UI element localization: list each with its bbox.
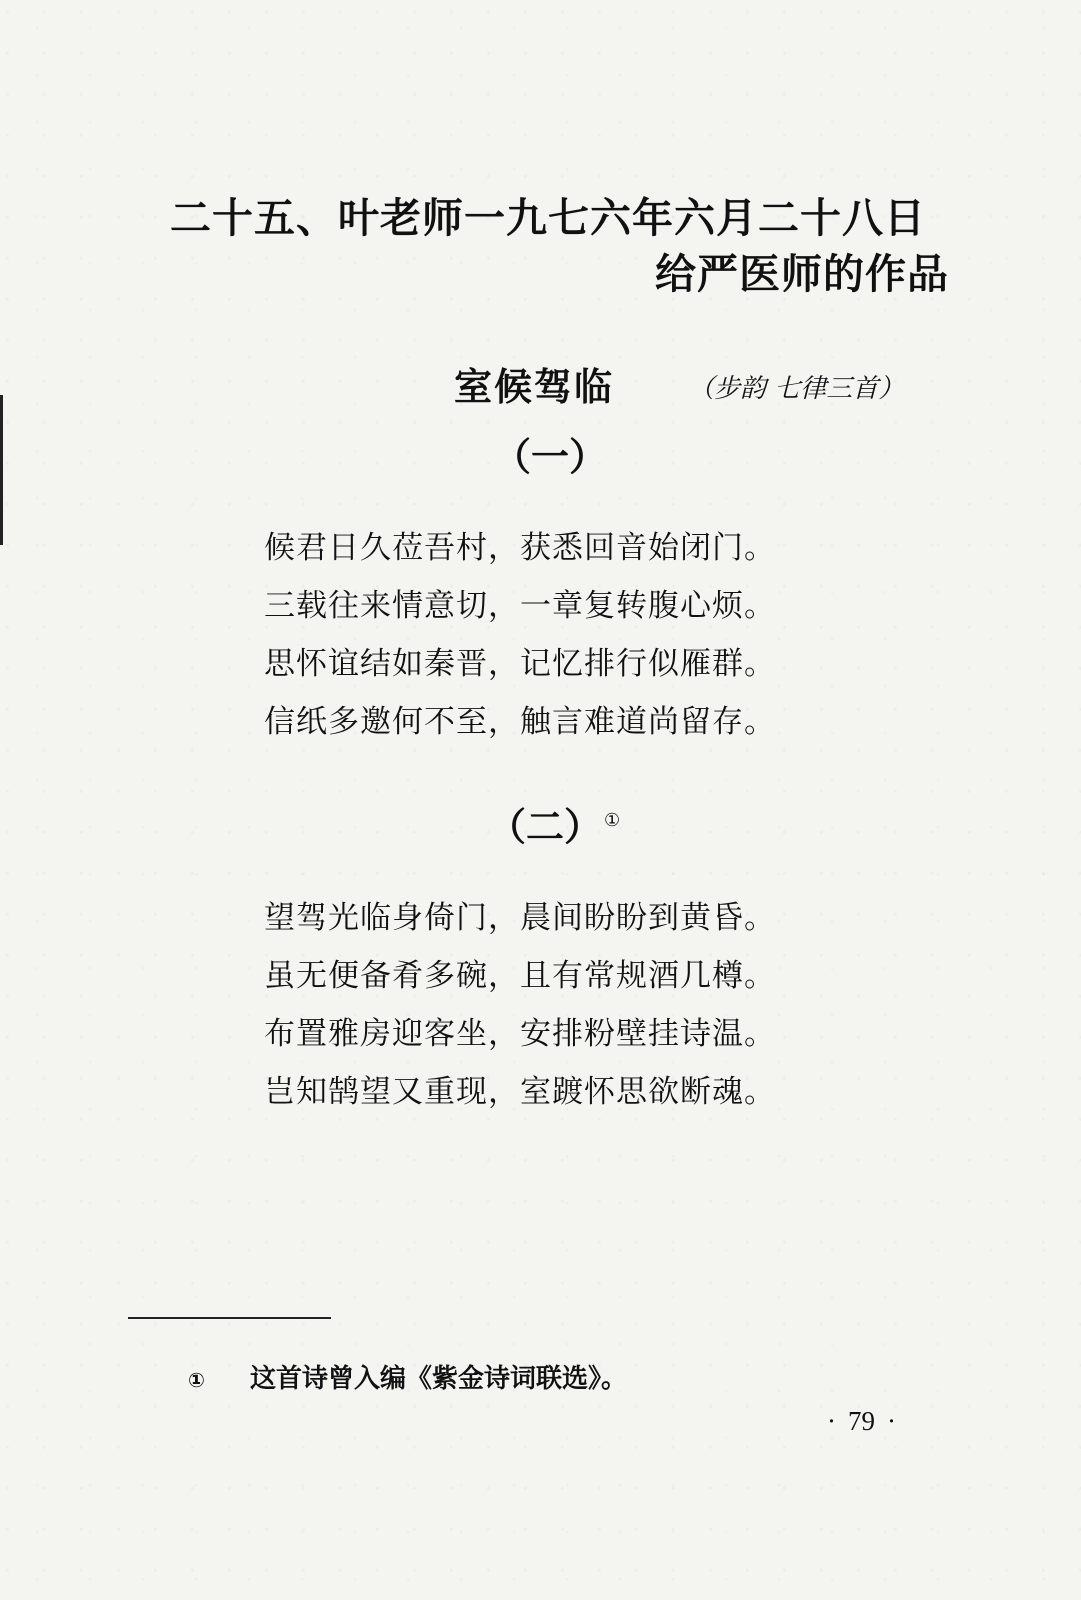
verse-line: 候君日久莅吾村，获悉回音始闭门。 [264,530,776,566]
verse-line: 三载往来情意切，一章复转腹心烦。 [264,588,776,624]
section-label-1 [493,426,607,481]
chapter-heading-line-2: 给严医师的作品 [655,250,949,298]
verse-line: 虽无便备肴多碗，且有常规酒几樽。 [264,958,776,994]
verse-line: 望驾光临身倚门，晨间盼盼到黄昏。 [264,900,776,936]
page-number-dot-right: · [887,1406,896,1436]
poem-title: 室候驾临 [454,365,615,409]
section-label-2-text: （二） [488,805,603,849]
verse-line: 信纸多邀何不至，触言难道尚留存。 [264,704,776,740]
verse-line: 岂知鹄望又重现，室踱怀思欲断魂。 [264,1074,776,1110]
section-label-2 [488,796,620,851]
section-label-1-text: （一） [493,435,608,479]
verse-block-1 [264,526,824,758]
footnote-divider [128,1317,331,1319]
footnote-marker: ① [188,1368,205,1392]
verse-line: 布置雅房迎客坐，安排粉壁挂诗温。 [264,1016,776,1052]
verse-line: 思怀谊结如秦晋，记忆排行似雁群。 [264,646,776,682]
verse-block-2 [264,896,824,1128]
footnote [188,1358,627,1395]
chapter-heading-line-1: 二十五、叶老师一九七六年六月二十八日 [170,194,926,242]
footnote-reference-mark: ① [604,810,621,832]
page-number [815,1406,908,1437]
poem-form-note: （步韵 七律三首） [688,374,905,404]
footnote-text: 这首诗曾入编《紫金诗词联选》。 [250,1364,628,1394]
scan-edge-mark [0,395,8,545]
page-number-value: 79 [848,1406,875,1436]
page-number-dot-left: · [827,1406,836,1436]
